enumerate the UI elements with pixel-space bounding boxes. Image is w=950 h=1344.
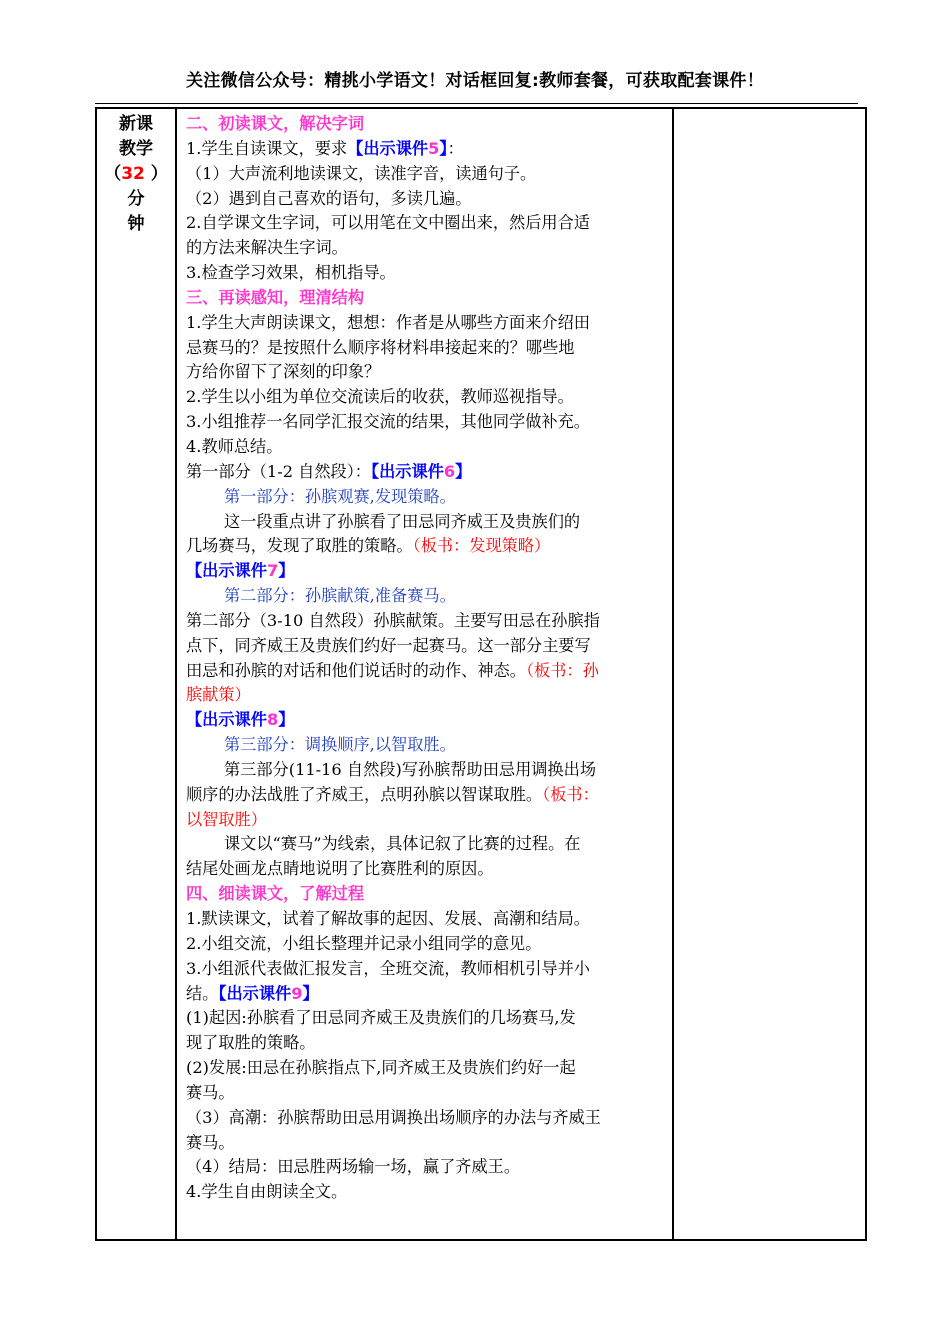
text-line: 第三部分(11-16 自然段)写孙膑帮助田忌用调换出场 — [224, 759, 597, 779]
text-line: 点下，同齐威王及贵族们约好一起赛马。这一部分主要写 — [186, 635, 591, 655]
courseware-tag: 【出示课件6】 — [371, 461, 472, 481]
text-line: 2.自学课文生字词，可以用笔在文中圈出来，然后用合适 — [186, 213, 590, 233]
stage-label-cell — [96, 108, 176, 1240]
courseware-tag: 【出示课件5】 — [347, 138, 448, 158]
content-cell — [176, 108, 673, 1240]
table-row — [96, 108, 866, 1240]
text: 结。 — [186, 983, 219, 1003]
stage-label-line: 新课 — [119, 114, 153, 134]
stage-label-line: 教学 — [119, 139, 153, 159]
text-line: 赛马。 — [186, 1132, 235, 1152]
text-line: 1.默读课文，试着了解故事的起因、发展、高潮和结局。 — [186, 909, 590, 928]
section-heading: 三、再读感知，理清结构 — [186, 287, 365, 307]
text-line — [186, 460, 670, 485]
text-line: 2.小组交流，小组长整理并记录小组同学的意见。 — [186, 933, 542, 953]
section-heading: 二、初读课文，解决字词 — [186, 114, 365, 133]
text-line: 结尾处画龙点睛地说明了比赛胜利的原因。 — [186, 859, 494, 879]
text-line: 4.学生自由朗读全文。 — [186, 1182, 348, 1202]
text-line — [186, 982, 670, 1007]
board-note: （板书： — [542, 784, 599, 804]
text-line: 4.教师总结。 — [186, 436, 283, 456]
text-line: 1.学生大声朗读课文，想想：作者是从哪些方面来介绍田 — [186, 312, 590, 332]
courseware-tag: 【出示课件9】 — [218, 983, 319, 1003]
text: 田忌和孙膑的对话和他们说话时的动作、神态。 — [186, 660, 526, 680]
text-line — [186, 137, 670, 162]
text-line: (2)发展:田忌在孙膑指点下,同齐威王及贵族们约好一起 — [186, 1058, 576, 1078]
text-line: 这一段重点讲了孙膑看了田忌同齐威王及贵族们的 — [224, 511, 581, 531]
header-divider — [95, 103, 858, 104]
duration-unit: ）分 — [127, 164, 168, 209]
text: 第一部分（1-2 自然段）： — [186, 461, 371, 481]
board-note: 以智取胜） — [186, 809, 267, 829]
courseware-tag: 【出示课件7】 — [186, 561, 295, 581]
duration-minutes: 32 — [121, 164, 145, 184]
part-summary: 第一部分：孙膑观赛,发现策略。 — [224, 486, 456, 506]
text-line: （4）结局：田忌胜两场输一场，赢了齐威王。 — [186, 1157, 521, 1177]
text-line: 的方法来解决生字词。 — [186, 238, 348, 258]
text-line — [186, 783, 670, 808]
text: 几场赛马，发现了取胜的策略。 — [186, 536, 413, 556]
text: 顺序的办法战胜了齐威王，点明孙膑以智谋取胜。 — [186, 784, 543, 804]
courseware-tag: 【出示课件8】 — [186, 710, 295, 730]
text-line — [186, 534, 670, 559]
lesson-table — [95, 107, 867, 1241]
board-note: （板书：孙 — [525, 660, 599, 680]
text-line: 2.学生以小组为单位交流读后的收获，教师巡视指导。 — [186, 387, 574, 407]
text-line: (1)起因:孙膑看了田忌同齐威王及贵族们的几场赛马,发 — [186, 1008, 576, 1028]
text: ： — [447, 138, 464, 158]
text-line: （2）遇到自己喜欢的语句，多读几遍。 — [186, 188, 472, 208]
text-line: 方给你留下了深刻的印象？ — [186, 362, 381, 382]
text-line: 3.小组派代表做汇报发言，全班交流，教师相机引导并小 — [186, 958, 590, 978]
board-note: （板书：发现策略） — [412, 536, 551, 556]
text-line: 现了取胜的策略。 — [186, 1033, 316, 1053]
text-line — [186, 659, 670, 684]
stage-label-line: 钟 — [127, 214, 145, 234]
part-summary: 第三部分：调换顺序,以智取胜。 — [224, 735, 456, 755]
text-line: 3.小组推荐一名同学汇报交流的结果，其他同学做补充。 — [186, 412, 590, 432]
text-line: 赛马。 — [186, 1082, 235, 1102]
text-line: （1）大声流利地读课文，读准字音，读通句子。 — [186, 163, 537, 183]
text-line: 3.检查学习效果，相机指导。 — [186, 263, 396, 283]
board-note: 膑献策） — [186, 685, 251, 705]
text: 1.学生自读课文，要求 — [186, 138, 348, 158]
section-heading: 四、细读课文，了解过程 — [186, 884, 365, 904]
text-line: 课文以“赛马”为线索，具体记叙了比赛的过程。在 — [224, 834, 581, 854]
notes-cell — [673, 108, 866, 1240]
text-line: 第二部分（3-10 自然段）孙膑献策。主要写田忌在孙膑指 — [186, 610, 600, 630]
text-line: 忌赛马的？是按照什么顺序将材料串接起来的？哪些地 — [186, 337, 575, 357]
part-summary: 第二部分：孙膑献策,准备赛马。 — [224, 586, 456, 606]
text-line: （3）高潮：孙膑帮助田忌用调换出场顺序的办法与齐威王 — [186, 1107, 601, 1127]
header-notice: 关注微信公众号：精挑小学语文！对话框回复:教师套餐，可获取配套课件！ — [186, 71, 764, 91]
stage-duration — [97, 162, 175, 212]
paren-open: （ — [104, 164, 122, 184]
